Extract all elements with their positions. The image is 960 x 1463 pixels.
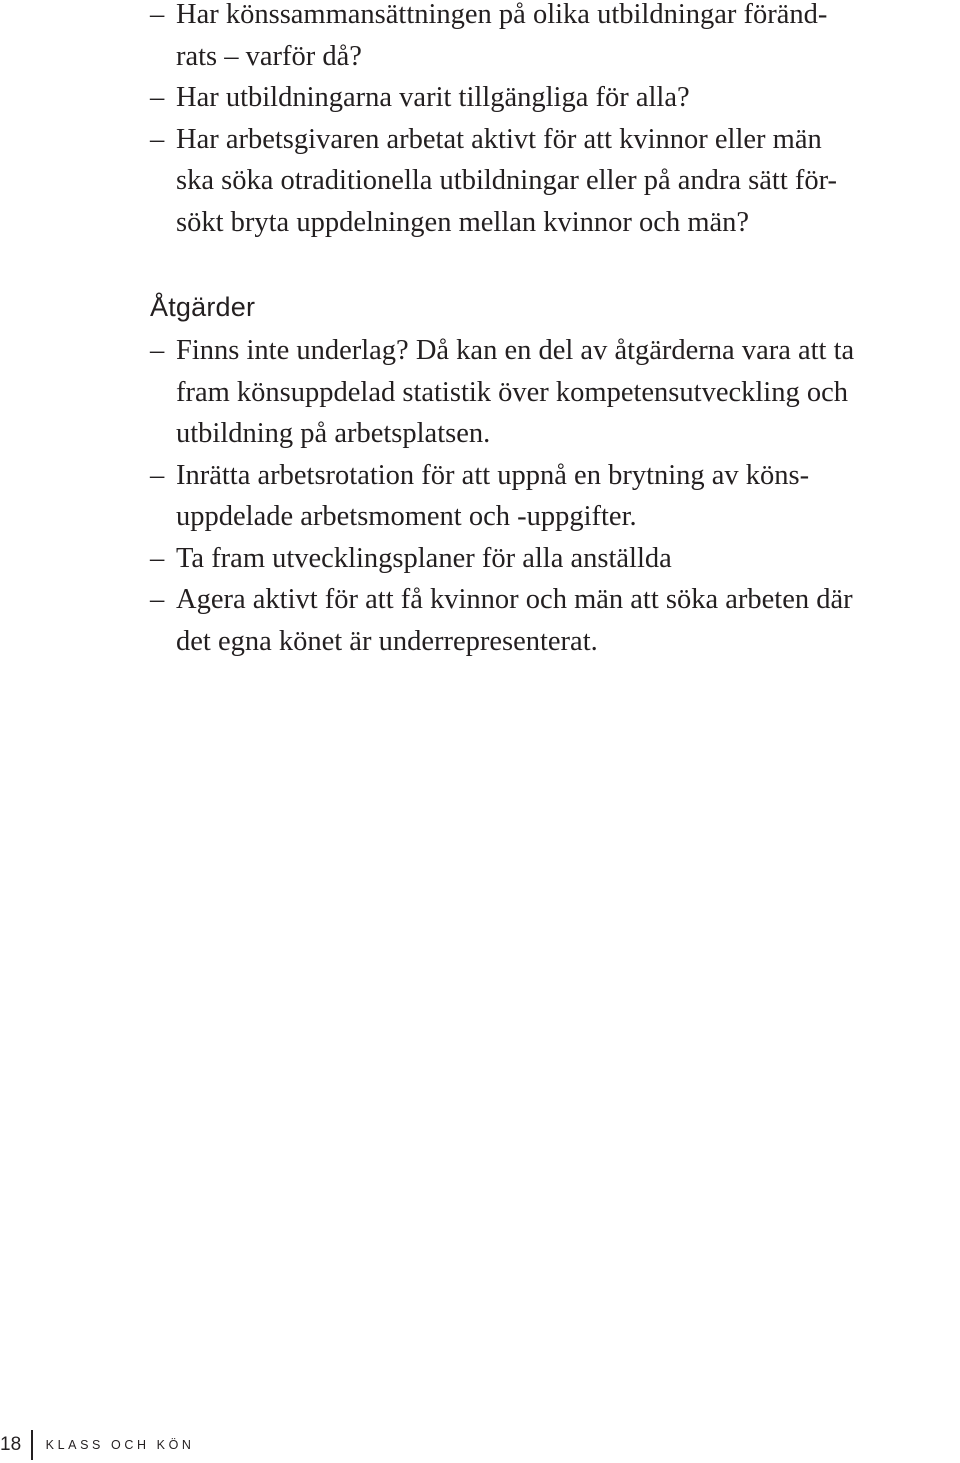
- list-item-text-line: rats – varför då?: [176, 40, 362, 72]
- section-heading: Åtgärder: [150, 292, 256, 322]
- page-number: 18: [0, 1434, 22, 1455]
- list-item-text-line: sökt bryta uppdelningen mellan kvinnor och män?: [176, 206, 750, 238]
- list-item-text-line: det egna könet är underrepresenterat.: [176, 625, 598, 657]
- list-item-text-line: ska söka otraditionella utbildningar eller på andra sätt för-: [176, 165, 838, 196]
- list-item: [150, 455, 955, 538]
- dash-bullet: –: [150, 459, 165, 491]
- list-item-text-line: Har könssammansättningen på olika utbildningar föränd-: [176, 0, 828, 30]
- footer-divider: [31, 1430, 33, 1460]
- dash-bullet: –: [150, 123, 165, 155]
- list-item: [150, 77, 955, 119]
- page-footer: [0, 1427, 195, 1463]
- questions-list: [150, 0, 955, 243]
- list-item: [150, 538, 955, 580]
- list-item-text-line: Inrätta arbetsrotation för att uppnå en brytning av köns-: [176, 459, 810, 491]
- list-item-text-line: Agera aktivt för att få kvinnor och män att söka arbeten där: [176, 584, 853, 615]
- dash-bullet: –: [150, 82, 165, 113]
- list-item: [150, 330, 955, 455]
- list-item-text-line: Ta fram utvecklingsplaner för alla anställda: [176, 542, 672, 574]
- list-item-text-line: utbildning på arbetsplatsen.: [176, 418, 491, 449]
- list-item: [150, 119, 955, 244]
- dash-bullet: –: [150, 542, 165, 574]
- list-item: [150, 0, 955, 77]
- dash-bullet: –: [150, 0, 165, 30]
- list-item: [150, 579, 955, 662]
- list-item-text-line: uppdelade arbetsmoment och -uppgifter.: [176, 501, 637, 532]
- list-item-text-line: Har arbetsgivaren arbetat aktivt för att kvinnor eller män: [176, 123, 822, 155]
- list-item-text-line: Har utbildningarna varit tillgängliga för alla?: [176, 82, 690, 113]
- dash-bullet: –: [150, 584, 165, 615]
- actions-list: [150, 330, 955, 662]
- list-item-text-line: Finns inte underlag? Då kan en del av åtgärderna vara att ta: [176, 335, 855, 366]
- list-item-text-line: fram könsuppdelad statistik över kompetensutveckling och: [176, 376, 848, 408]
- dash-bullet: –: [150, 335, 165, 366]
- running-title: KLASS OCH KÖN: [45, 1438, 195, 1452]
